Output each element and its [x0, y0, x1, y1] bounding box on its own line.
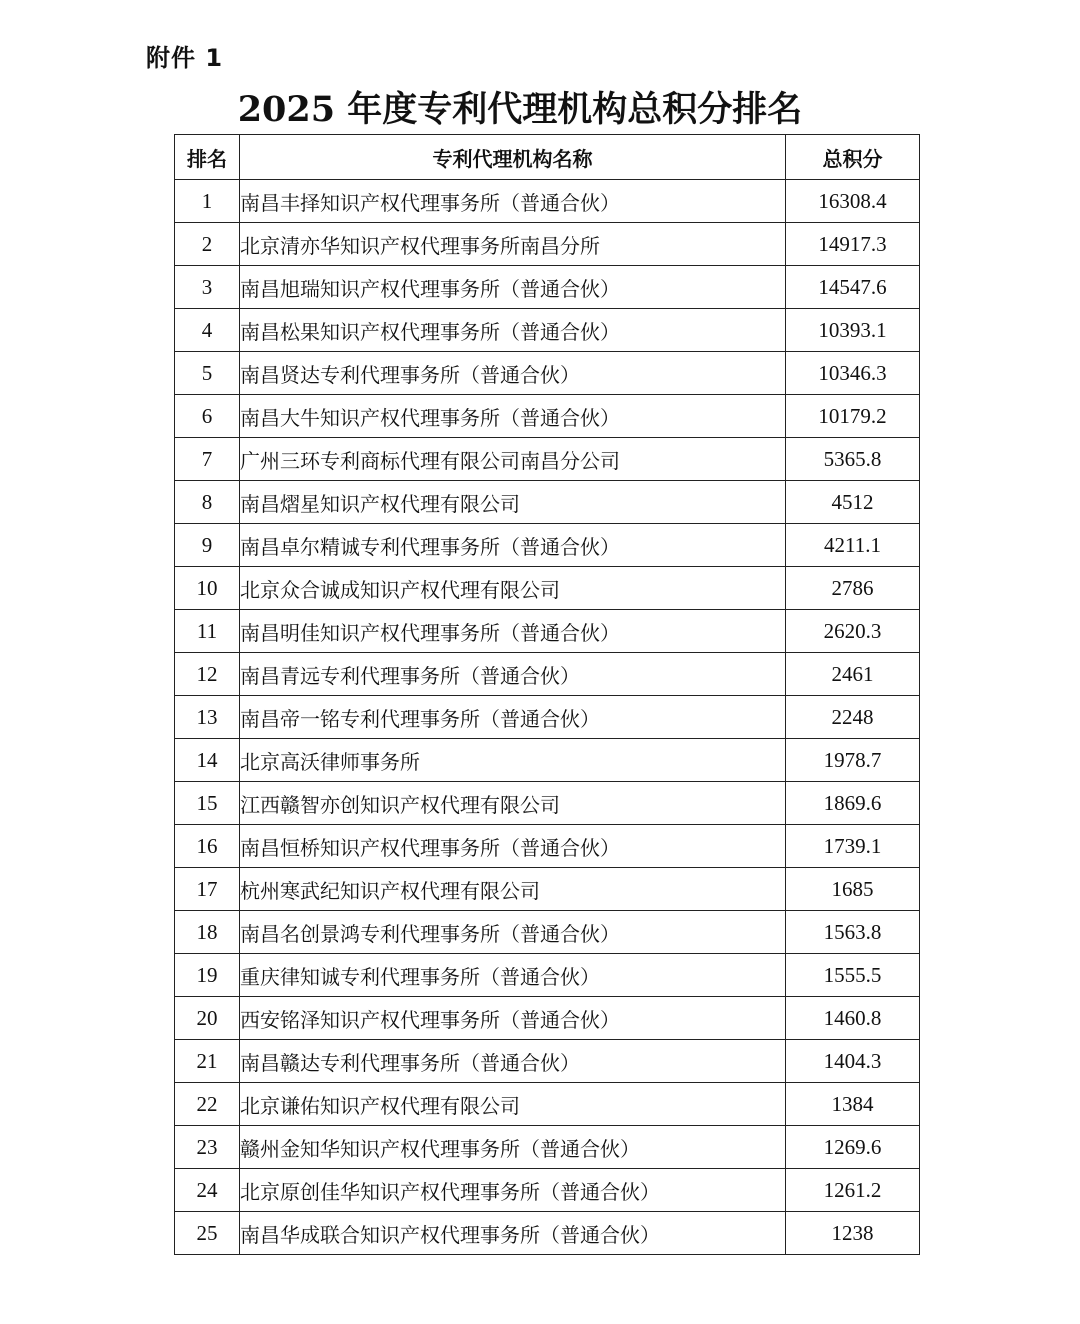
table-row: [175, 610, 920, 653]
rank-cell: 14: [175, 739, 240, 782]
rank-cell: 5: [175, 352, 240, 395]
table-row: [175, 1083, 920, 1126]
agency-name-cell: 南昌熠星知识产权代理有限公司: [240, 481, 786, 524]
column-header-name: 专利代理机构名称: [240, 135, 786, 180]
rank-cell: 10: [175, 567, 240, 610]
agency-name-cell: 江西赣智亦创知识产权代理有限公司: [240, 782, 786, 825]
table-row: [175, 524, 920, 567]
agency-name-cell: 南昌华成联合知识产权代理事务所（普通合伙）: [240, 1212, 786, 1255]
agency-name-cell: 南昌旭瑞知识产权代理事务所（普通合伙）: [240, 266, 786, 309]
rank-cell: 4: [175, 309, 240, 352]
total-score-cell: 2248: [786, 696, 920, 739]
total-score-cell: 1384: [786, 1083, 920, 1126]
total-score-cell: 1869.6: [786, 782, 920, 825]
rank-cell: 15: [175, 782, 240, 825]
agency-name-cell: 南昌青远专利代理事务所（普通合伙）: [240, 653, 786, 696]
total-score-cell: 10346.3: [786, 352, 920, 395]
agency-name-cell: 南昌丰择知识产权代理事务所（普通合伙）: [240, 180, 786, 223]
agency-name-cell: 广州三环专利商标代理有限公司南昌分公司: [240, 438, 786, 481]
total-score-cell: 4512: [786, 481, 920, 524]
table-row: [175, 309, 920, 352]
total-score-cell: 2461: [786, 653, 920, 696]
table-row: [175, 395, 920, 438]
table-row: [175, 481, 920, 524]
table-row: [175, 1040, 920, 1083]
rank-cell: 16: [175, 825, 240, 868]
rank-cell: 18: [175, 911, 240, 954]
agency-name-cell: 南昌恒桥知识产权代理事务所（普通合伙）: [240, 825, 786, 868]
total-score-cell: 2620.3: [786, 610, 920, 653]
agency-name-cell: 南昌帝一铭专利代理事务所（普通合伙）: [240, 696, 786, 739]
table-row: [175, 567, 920, 610]
rank-cell: 8: [175, 481, 240, 524]
page-title: 2025 年度专利代理机构总积分排名: [237, 89, 803, 130]
table-row: [175, 1126, 920, 1169]
agency-name-cell: 南昌大牛知识产权代理事务所（普通合伙）: [240, 395, 786, 438]
total-score-cell: 2786: [786, 567, 920, 610]
rank-cell: 23: [175, 1126, 240, 1169]
agency-name-cell: 南昌名创景鸿专利代理事务所（普通合伙）: [240, 911, 786, 954]
table-row: [175, 1212, 920, 1255]
total-score-cell: 1269.6: [786, 1126, 920, 1169]
table-row: [175, 1169, 920, 1212]
agency-name-cell: 南昌卓尔精诚专利代理事务所（普通合伙）: [240, 524, 786, 567]
agency-name-cell: 南昌贤达专利代理事务所（普通合伙）: [240, 352, 786, 395]
table-body: [175, 180, 920, 1255]
rank-cell: 20: [175, 997, 240, 1040]
agency-name-cell: 南昌明佳知识产权代理事务所（普通合伙）: [240, 610, 786, 653]
rank-cell: 1: [175, 180, 240, 223]
total-score-cell: 1261.2: [786, 1169, 920, 1212]
table-row: [175, 266, 920, 309]
agency-name-cell: 北京原创佳华知识产权代理事务所（普通合伙）: [240, 1169, 786, 1212]
table-row: [175, 868, 920, 911]
agency-name-cell: 北京高沃律师事务所: [240, 739, 786, 782]
rank-cell: 21: [175, 1040, 240, 1083]
attachment-label: 附件 1: [146, 44, 224, 72]
total-score-cell: 1685: [786, 868, 920, 911]
rank-cell: 12: [175, 653, 240, 696]
table-row: [175, 954, 920, 997]
total-score-cell: 1978.7: [786, 739, 920, 782]
agency-name-cell: 北京众合诚成知识产权代理有限公司: [240, 567, 786, 610]
agency-name-cell: 北京清亦华知识产权代理事务所南昌分所: [240, 223, 786, 266]
total-score-cell: 1739.1: [786, 825, 920, 868]
table-row: [175, 653, 920, 696]
rank-cell: 22: [175, 1083, 240, 1126]
agency-name-cell: 北京谦佑知识产权代理有限公司: [240, 1083, 786, 1126]
agency-name-cell: 南昌赣达专利代理事务所（普通合伙）: [240, 1040, 786, 1083]
rank-cell: 19: [175, 954, 240, 997]
total-score-cell: 1404.3: [786, 1040, 920, 1083]
rank-cell: 24: [175, 1169, 240, 1212]
agency-name-cell: 杭州寒武纪知识产权代理有限公司: [240, 868, 786, 911]
table-row: [175, 997, 920, 1040]
total-score-cell: 14547.6: [786, 266, 920, 309]
total-score-cell: 10393.1: [786, 309, 920, 352]
table-row: [175, 911, 920, 954]
table-row: [175, 438, 920, 481]
table-row: [175, 739, 920, 782]
total-score-cell: 14917.3: [786, 223, 920, 266]
agency-name-cell: 南昌松果知识产权代理事务所（普通合伙）: [240, 309, 786, 352]
table-row: [175, 223, 920, 266]
rank-cell: 6: [175, 395, 240, 438]
column-header-score: 总积分: [786, 135, 920, 180]
rank-cell: 13: [175, 696, 240, 739]
ranking-table: [174, 134, 920, 1255]
rank-cell: 17: [175, 868, 240, 911]
total-score-cell: 10179.2: [786, 395, 920, 438]
table-header-row: [175, 135, 920, 180]
total-score-cell: 1460.8: [786, 997, 920, 1040]
rank-cell: 25: [175, 1212, 240, 1255]
agency-name-cell: 西安铭泽知识产权代理事务所（普通合伙）: [240, 997, 786, 1040]
agency-name-cell: 重庆律知诚专利代理事务所（普通合伙）: [240, 954, 786, 997]
table-row: [175, 825, 920, 868]
rank-cell: 2: [175, 223, 240, 266]
rank-cell: 7: [175, 438, 240, 481]
total-score-cell: 5365.8: [786, 438, 920, 481]
total-score-cell: 1555.5: [786, 954, 920, 997]
rank-cell: 3: [175, 266, 240, 309]
total-score-cell: 4211.1: [786, 524, 920, 567]
table-row: [175, 696, 920, 739]
rank-cell: 11: [175, 610, 240, 653]
column-header-rank: 排名: [175, 135, 240, 180]
agency-name-cell: 赣州金知华知识产权代理事务所（普通合伙）: [240, 1126, 786, 1169]
total-score-cell: 1238: [786, 1212, 920, 1255]
table-row: [175, 782, 920, 825]
total-score-cell: 1563.8: [786, 911, 920, 954]
table-row: [175, 180, 920, 223]
total-score-cell: 16308.4: [786, 180, 920, 223]
rank-cell: 9: [175, 524, 240, 567]
table-row: [175, 352, 920, 395]
